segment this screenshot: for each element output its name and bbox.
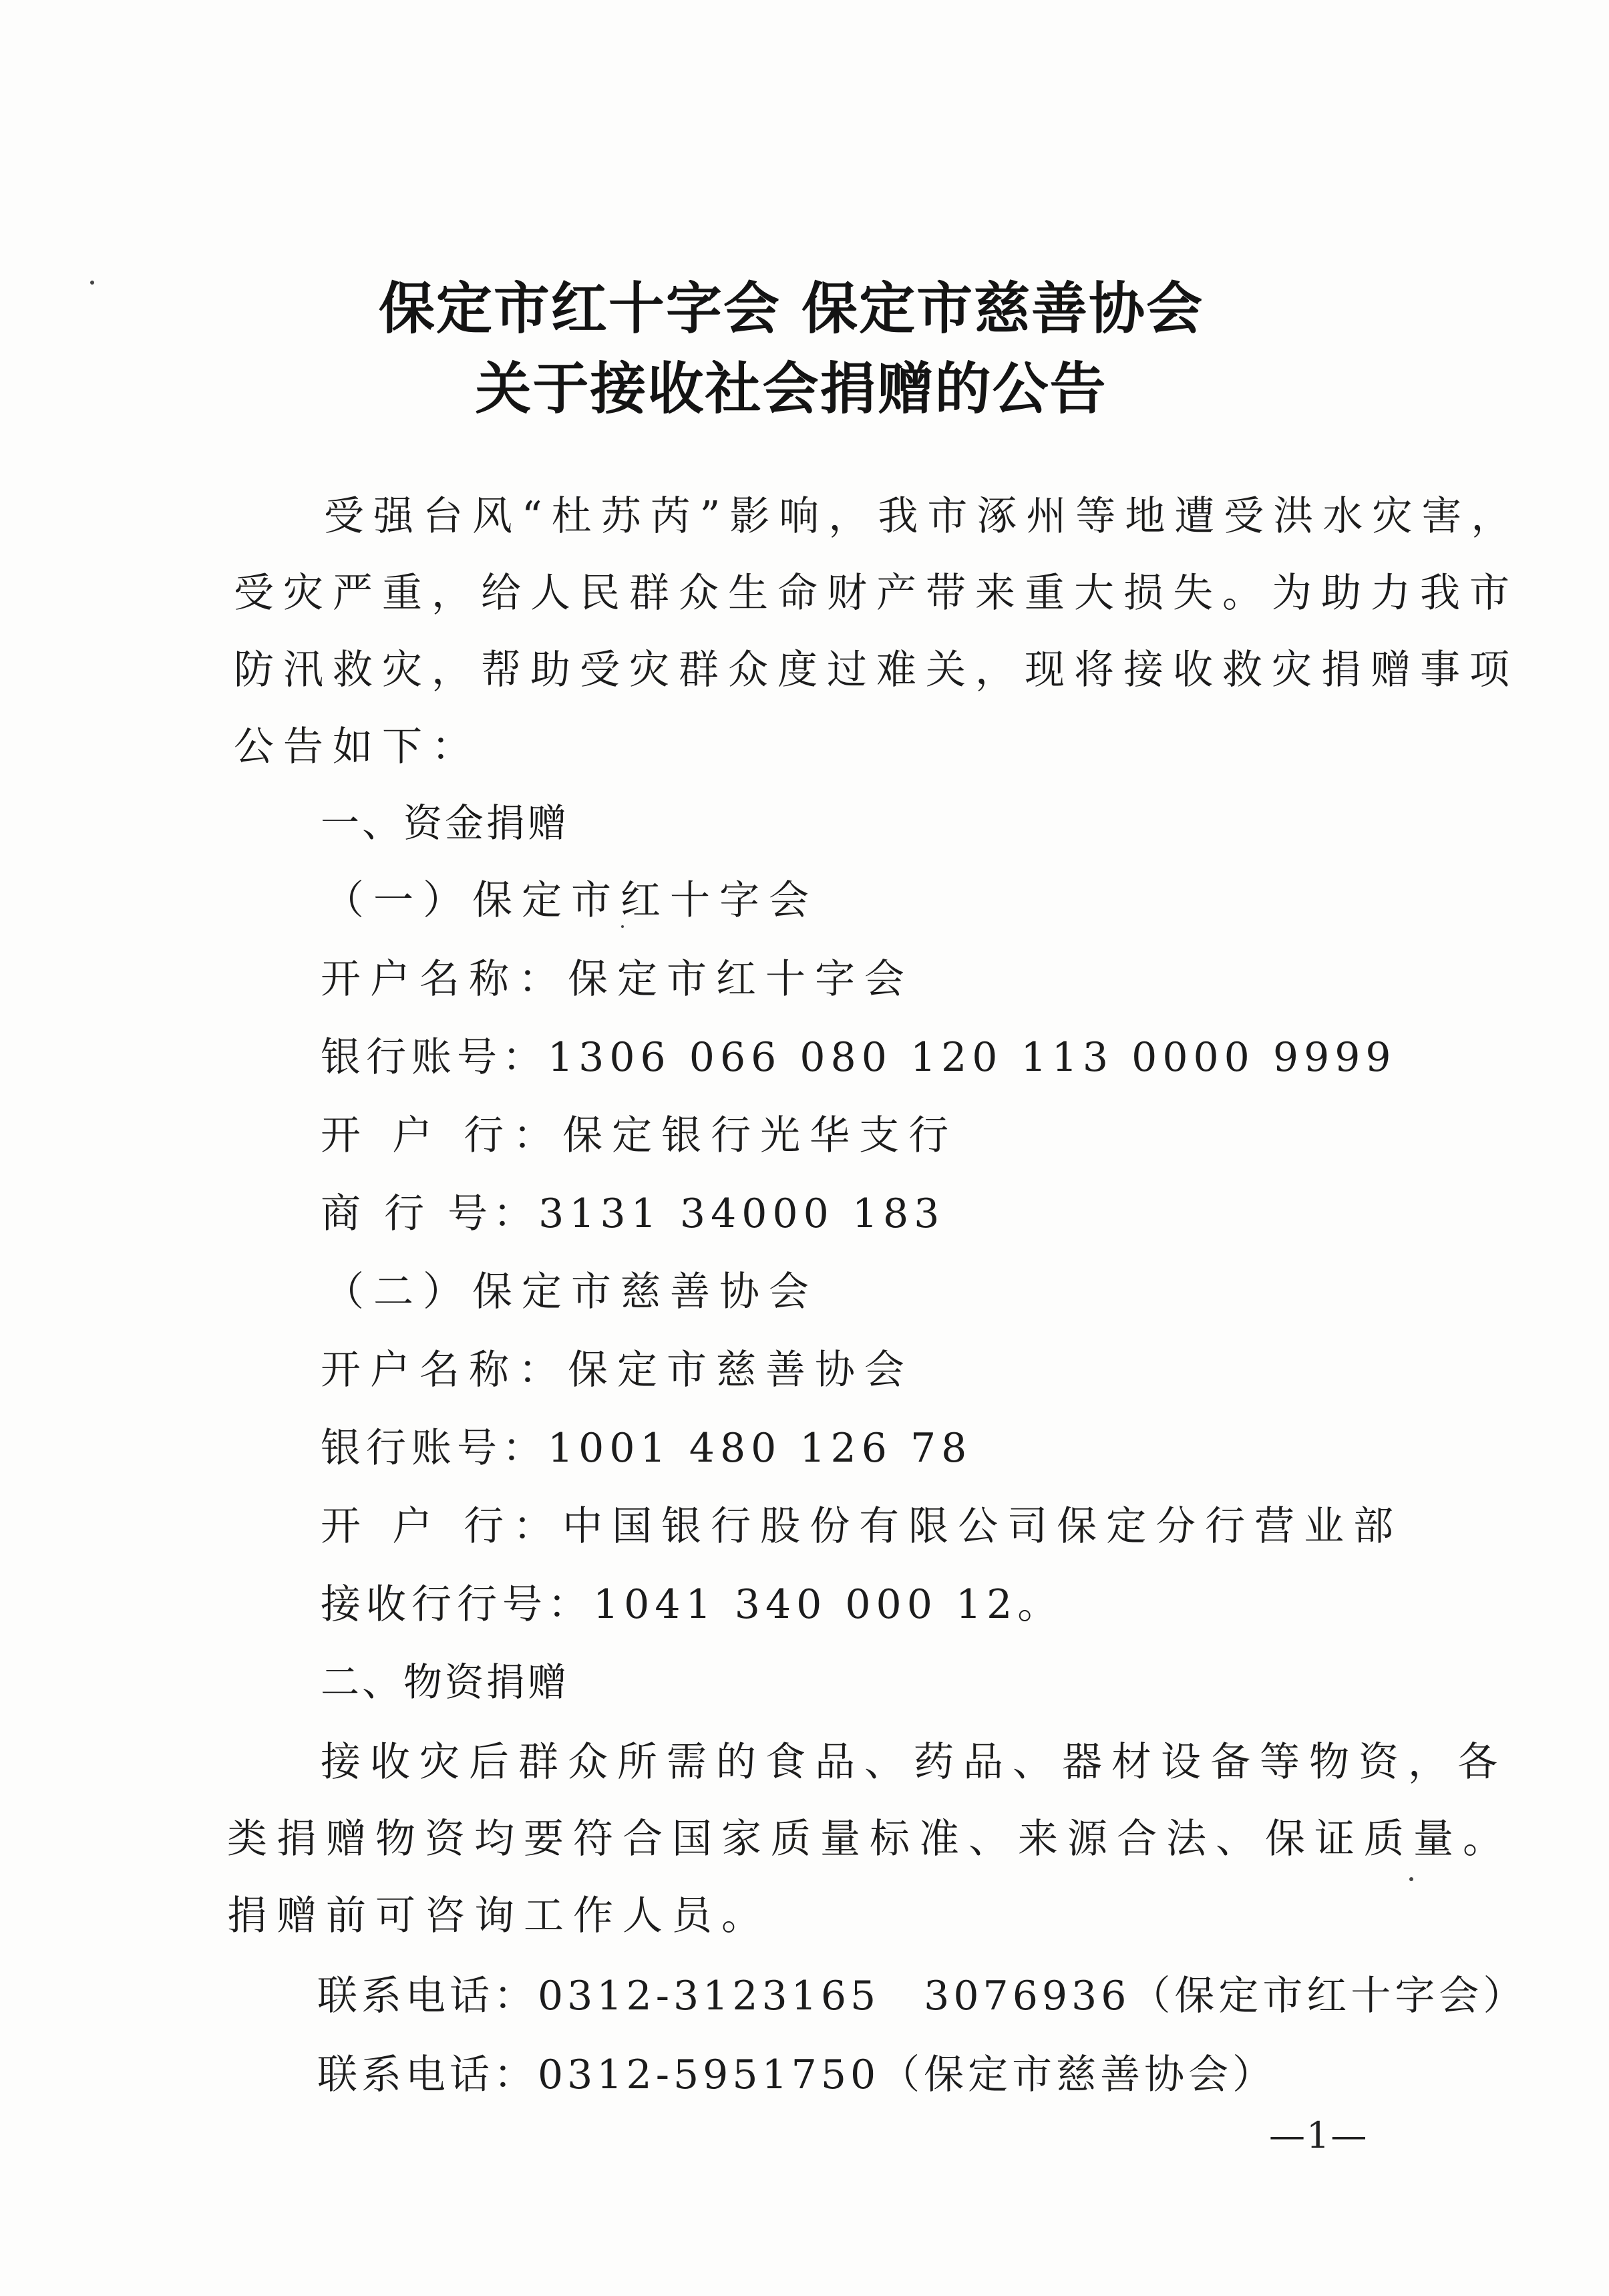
scan-speck [621, 925, 624, 928]
contact-phone-2: 联系电话：0312-5951750（保定市慈善协会） [317, 2052, 1277, 2098]
sub-1-account-name: 开户名称：保定市红十字会 [321, 956, 914, 1003]
page-number: —1— [1269, 2114, 1369, 2156]
section-2-heading: 二、物资捐赠 [321, 1659, 570, 1705]
sub-2-heading: （二）保定市慈善协会 [324, 1269, 818, 1315]
intro-line-1: 受强台风“杜苏芮”影响，我市涿州等地遭受洪水灾害， [324, 493, 1521, 540]
sub-1-bank-code: 商 行 号：3131 34000 183 [321, 1190, 945, 1237]
section-2-body-line-3: 捐赠前可咨询工作人员。 [227, 1893, 771, 1939]
contact-phone-1: 联系电话：0312-3123165 3076936（保定市红十字会） [317, 1973, 1528, 2019]
section-2-body-line-2: 类捐赠物资均要符合国家质量标准、来源合法、保证质量。 [227, 1816, 1512, 1862]
notice-title-line-2: 关于接收社会捐赠的公告 [475, 356, 1107, 422]
sub-2-bank: 开 户 行：中国银行股份有限公司保定分行营业部 [321, 1503, 1403, 1550]
intro-line-3: 防汛救灾，帮助受灾群众度过难关，现将接收救灾捐赠事项 [234, 647, 1519, 693]
sub-1-heading: （一）保定市红十字会 [324, 877, 818, 924]
intro-line-4: 公告如下： [234, 723, 481, 770]
scan-speck [1409, 1877, 1413, 1881]
section-1-heading: 一、资金捐赠 [321, 800, 570, 846]
scan-speck [90, 281, 94, 285]
sub-1-bank: 开 户 行：保定银行光华支行 [321, 1112, 958, 1159]
section-2-body-line-1: 接收灾后群众所需的食品、药品、器材设备等物资，各 [321, 1739, 1507, 1786]
sub-2-bank-code: 接收行行号：1041 340 000 12。 [321, 1581, 1063, 1628]
sub-2-account-name: 开户名称：保定市慈善协会 [321, 1347, 914, 1393]
notice-title-line-1: 保定市红十字会 保定市慈善协会 [378, 276, 1204, 341]
sub-1-account-number: 银行账号：1306 066 080 120 113 0000 9999 [321, 1034, 1397, 1081]
intro-line-2: 受灾严重，给人民群众生命财产带来重大损失。为助力我市 [234, 570, 1519, 617]
sub-2-account-number: 银行账号：1001 480 126 78 [321, 1425, 972, 1472]
